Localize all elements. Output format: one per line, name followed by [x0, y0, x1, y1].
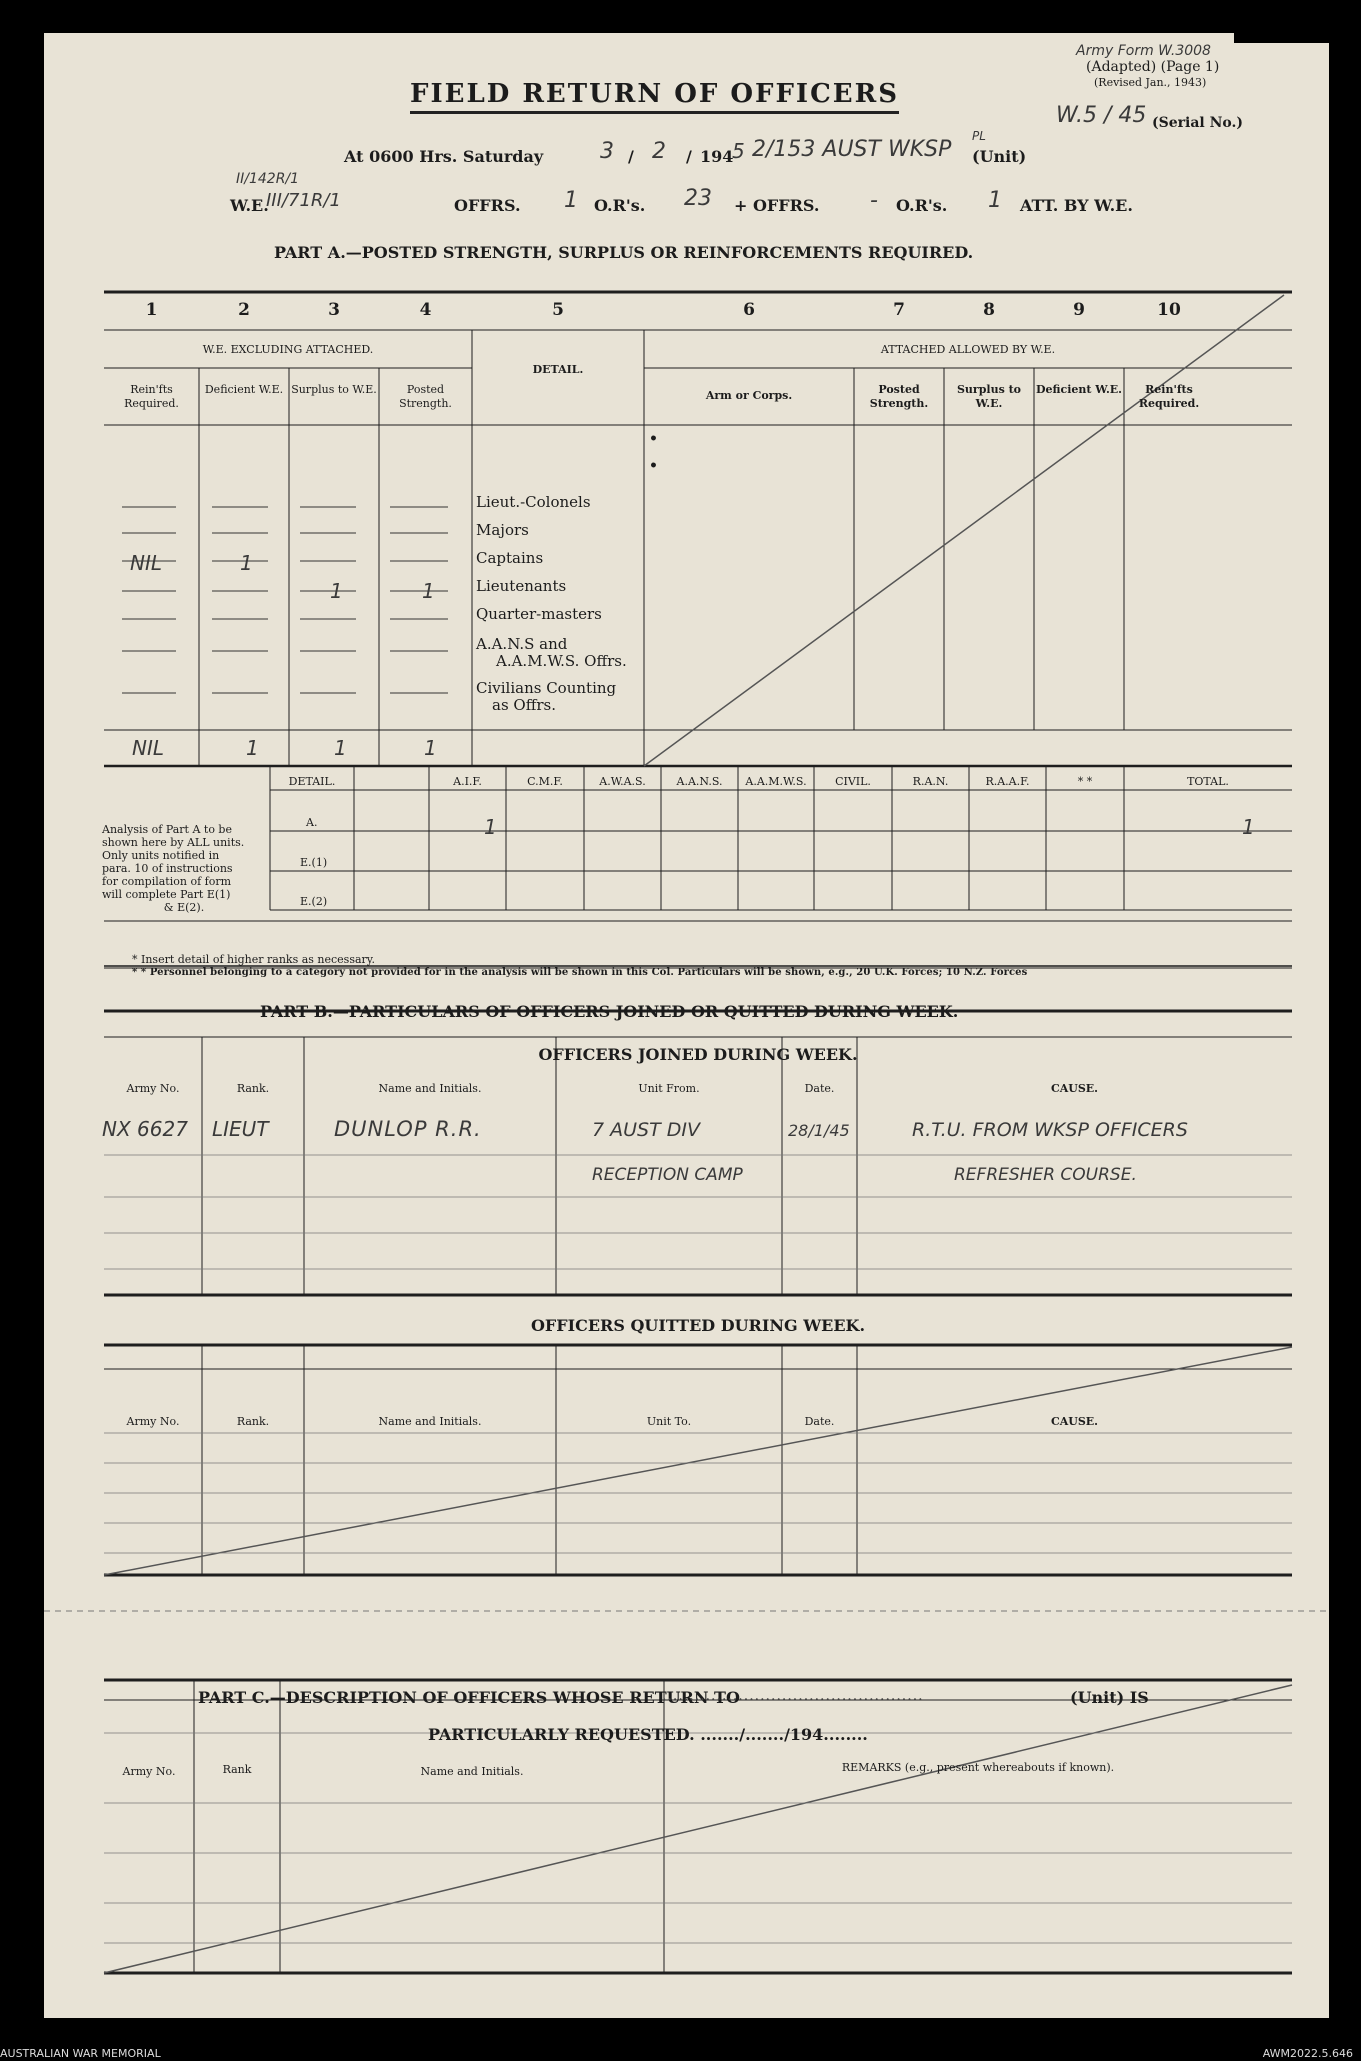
time-prefix: At 0600 Hrs. Saturday	[344, 147, 544, 166]
we-value: III/71R/1	[266, 190, 341, 211]
we-label: W.E.	[230, 196, 269, 215]
quitted-title: OFFICERS QUITTED DURING WEEK.	[530, 1316, 866, 1335]
total-reinfts: NIL	[132, 736, 165, 760]
joined-army-no: NX 6627	[102, 1117, 188, 1141]
footer-right: AWM2022.5.646	[1262, 2047, 1353, 2060]
rank-aamws: A.A.M.W.S. Offrs.	[496, 652, 627, 670]
rank-civilians-2: as Offrs.	[492, 696, 556, 714]
footnote-2: * * Personnel belonging to a category not provided for in the analysis will be shown in this Col. Particulars will be shown, e.g., 20 U.K. Forces; 10 N.Z. Forces	[132, 967, 1028, 978]
unit-value: 2/153 AUST WKSP	[752, 137, 952, 162]
form-adapted: (Adapted) (Page 1)	[1086, 59, 1220, 75]
col-reinfts2: Rein'fts Required.	[1138, 383, 1200, 410]
attached-allowed-label: ATTACHED ALLOWED BY W.E.	[880, 343, 1056, 356]
detail-label: DETAIL.	[532, 363, 584, 376]
ors-label: O.R's.	[594, 196, 646, 215]
plus-offrs-label: + OFFRS.	[734, 196, 820, 215]
joined-cause-2: REFRESHER COURSE.	[954, 1165, 1137, 1185]
col-reinfts: Rein'fts Required.	[124, 383, 179, 410]
total-surplus: 1	[334, 736, 347, 760]
rank-aans: A.A.N.S and	[476, 635, 568, 653]
rank-captains: Captains	[476, 549, 544, 567]
captains-deficient: 1	[240, 551, 253, 575]
footer-left: AUSTRALIAN WAR MEMORIAL	[0, 2047, 161, 2060]
form-lines	[44, 33, 1329, 2018]
serial-label: (Serial No.)	[1152, 115, 1243, 131]
joined-title: OFFICERS JOINED DURING WEEK.	[538, 1045, 858, 1064]
rank-quartermasters: Quarter-masters	[476, 605, 602, 623]
day-value: 3	[600, 139, 614, 164]
captains-reinfts: NIL	[130, 551, 163, 575]
analysis-row-e2: E.(2)	[300, 895, 328, 908]
ors2-label: O.R's.	[896, 196, 948, 215]
rank-majors: Majors	[476, 521, 529, 539]
form-revised: (Revised Jan., 1943)	[1094, 76, 1207, 89]
att-label: ATT. BY W.E.	[1020, 196, 1133, 215]
joined-cause-1: R.T.U. FROM WKSP OFFICERS	[912, 1119, 1188, 1141]
analysis-row-a: A.	[306, 816, 318, 829]
joined-unit-from-1: 7 AUST DIV	[592, 1119, 700, 1141]
form-id: Army Form W.3008	[1076, 43, 1211, 59]
rank-lt-colonels: Lieut.-Colonels	[476, 493, 591, 511]
analysis-aif-a: 1	[484, 815, 497, 839]
analysis-note: Analysis of Part A to be shown here by ALL units. Only units notified in para. 10 of instructions for compilation of form will complete Part E(1) & E(2).	[102, 823, 245, 914]
joined-date: 28/1/45	[788, 1121, 850, 1140]
col-posted2: Posted Strength.	[869, 383, 929, 410]
col-arm: Arm or Corps.	[705, 389, 793, 402]
form-title: FIELD RETURN OF OFFICERS	[410, 79, 899, 114]
torn-edge	[1234, 33, 1329, 43]
unit-superscript: PL	[972, 129, 986, 143]
lieut-surplus: 1	[330, 579, 343, 603]
ors-value: 23	[684, 186, 712, 211]
month-value: 2	[652, 139, 666, 164]
col-surplus: Surplus to W.E.	[291, 383, 377, 396]
we-excluding-label: W.E. EXCLUDING ATTACHED.	[202, 343, 374, 356]
offrs-label: OFFRS.	[454, 196, 521, 215]
analysis-total-a: 1	[1242, 815, 1255, 839]
footnote-1: * Insert detail of higher ranks as necessary.	[132, 953, 376, 966]
ors2-value: 1	[988, 188, 1002, 213]
col-posted: Posted Strength.	[399, 383, 452, 410]
rank-lieutenants: Lieutenants	[476, 577, 567, 595]
part-c-title: PART C.—DESCRIPTION OF OFFICERS WHOSE RETURN TO	[198, 1688, 740, 1707]
joined-name: DUNLOP R.R.	[334, 1117, 482, 1141]
we-value-top: II/142R/1	[236, 171, 300, 187]
total-deficient: 1	[246, 736, 259, 760]
form-sheet: Army Form W.3008 (Adapted) (Page 1) (Revised Jan., 1943) FIELD RETURN OF OFFICERS W.5 / 45 (Serial No.) At 0600 Hrs. Saturday 3 / 2 / 194 5 2/153 AUST WKSP PL (Unit) II/142R/1 W.E. III/71R/1 OFFRS. 1 O.R's. 23 + OFFRS. - O.R's. 1 ATT. BY W.E. PART A.—POSTED STRENGTH, SURPLUS OR REINFORCEMENTS REQUIRED. 1 2 3 4 5 6 7 8 9 10 W.E. EXCLUDING ATTACHED. ATTACHED ALLOWED BY W.E. DETAIL. Rein'fts Required. Deficient W.E. Surplus to W.E. Posted Strength. Arm or Corps. Posted Strength. Surplus to W.E. Deficient W.E. Rein'fts Required. • • Lieut.-Colonels Majors Captains Lieutenants Quarter-masters A.A.N.S and A.A.M.W.S. Offrs. Civilians Counting as Offrs. NIL 1 1 1 NIL 1 1 1 Analysis of Part A to be shown here by ALL units. Only units notified in para. 10 of instructions for compilation of form will complete Part E(1) & E(2). DETAIL. A.I.F. C.M.F. A.W.A.S. A.A.N.S. A.A.M.W.S. CIVIL. R.A.N. R.A.A.F. * * TOTAL. A. E.(1) E.(2) 1 1 * Insert detail of higher ranks as necessary. * * Personnel belonging to a category not provided for in the analysis will be shown in this Col. Particulars will be shown, e.g., 20 U.K. Forces; 10 N.Z. Forces PART B.—PARTICULARS OF OFFICERS JOINED OR QUITTED DURING WEEK. OFFICERS JOINED DURING WEEK. Army No. Rank. Name and Initials. Unit From. Date. CAUSE. NX 6627 LIEUT DUNLOP R.R. 7 AUST DIV RECEPTION CAMP 28/1/45 R.T.U. FROM WKSP OFFICERS REFRESHER COURSE. OFFICERS QUITTED DURING WEEK. Army No. Rank. Name and Initials. Unit To. Date. CAUSE. PART C.—DESCRIPTION OF OFFICERS WHOSE RETURN TO ................................................ (Unit) IS PARTICULARLY REQUESTED. ......./......./194........ Army No. Rank Name and Initials. REMARKS (e.g., present whereabouts if known).	[44, 33, 1329, 2018]
part-b-title: PART B.—PARTICULARS OF OFFICERS JOINED OR QUITTED DURING WEEK.	[260, 1002, 959, 1021]
joined-unit-from-2: RECEPTION CAMP	[592, 1165, 743, 1185]
part-c-title-post: (Unit) IS	[1070, 1688, 1149, 1707]
joined-rank: LIEUT	[212, 1117, 269, 1141]
plus-offrs-value: -	[870, 188, 878, 213]
part-c-line2: PARTICULARLY REQUESTED. ......./......./194........	[428, 1725, 868, 1744]
total-posted: 1	[424, 736, 437, 760]
col-deficient2: Deficient W.E.	[1035, 383, 1122, 396]
lieut-posted: 1	[422, 579, 435, 603]
part-a-title: PART A.—POSTED STRENGTH, SURPLUS OR REINFORCEMENTS REQUIRED.	[274, 243, 974, 262]
analysis-row-e1: E.(1)	[300, 856, 328, 869]
rank-civilians: Civilians Counting	[476, 679, 617, 697]
serial-value: W.5 / 45	[1056, 103, 1147, 128]
year-digit: 5	[732, 139, 745, 163]
col-deficient: Deficient W.E.	[204, 383, 284, 396]
unit-label: (Unit)	[972, 147, 1027, 166]
offrs-value: 1	[564, 188, 578, 213]
year-prefix: 194	[700, 147, 734, 166]
col-surplus2: Surplus to W.E.	[956, 383, 1022, 410]
